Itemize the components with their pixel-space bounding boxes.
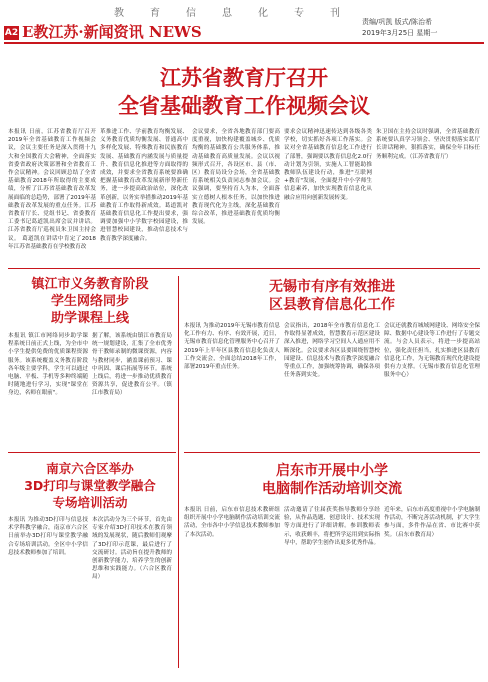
lead-text-1b: 葛道凯在讲话中肯定了2018年江苏省基础教育在学校教育改 xyxy=(8,235,96,250)
left-divider xyxy=(8,452,176,453)
qidong-column-1: 本报讯 日前，启东市信息技术教研组组织开展中小学电脑制作活动培训交流活动，全市各中小学信息技术教师参加了本次活动。 xyxy=(184,507,280,538)
wuxi-column-2: 会议指出，2018年全市教育信息化工作取得显著成效，智慧教育示范区建设深入推进，网络学习空间人人通应用不断深化。会议要求各区县要围绕智慧校园建设、信息技术与教育教学深度融合等重点工作，加强统筹协调，确保各项任务落到实处。 xyxy=(284,323,380,379)
lead-headline xyxy=(0,64,488,120)
luhe-headline-1: 南京六合区举办 xyxy=(46,461,134,476)
qidong-headline xyxy=(184,462,480,498)
lead-text-1: 本报讯 日前，江苏省教育厅召开2019年全省基础教育工作视频会议，会议主要任务是深入贯彻十九大和全国教育大会精神，全面落实省委省政府决策部署和全省教育工作会议精神。会议回顾总结了全省基础教育2018年所取得的主要成绩，分析了江苏省基础教育改革发展面临的总趋势，部署了2019年基础教育改革发展的重点任务。江苏省教育厅长、党组书记、省委教育工委书记葛道凯出席会议并讲话。江苏省教育厅巡视员朱卫国主持会议。 xyxy=(8,129,96,242)
luhe-column-1: 本报讯 为推动3D打印与信息技术学科教学融合，南京市六合区日前举办3D打印与课堂教学融合专场培训活动。全区中小学信息技术教师参加了培训。 xyxy=(8,517,88,556)
luhe-headline-2: 3D打印与课堂教学融合 xyxy=(24,478,156,493)
section-divider xyxy=(8,268,480,269)
editor-credit: 责编/巩凯 版式/陈治希 xyxy=(362,18,432,26)
masthead-rule xyxy=(4,42,484,44)
issue-date: 2019年3月25日 星期一 xyxy=(362,29,438,37)
qidong-headline-1: 启东市开展中小学 xyxy=(276,463,388,479)
wuxi-column-3: 会议还就教育城域网建设、网络安全保障、数据中心建设等工作进行了专题交流。与会人员表示，将进一步提高站位，强化责任担当，扎实推进区县教育信息化工作，为无锡教育现代化建设提供有力支撑。（无锡市教育信息化管理服务中心） xyxy=(384,323,480,379)
qidong-column-3: 近年来，启东市高度重视中小学电脑制作活动，不断完善活动机制，扩大学生参与面，多件作品在省、市比赛中获奖。（启东市教育局） xyxy=(384,507,480,538)
luhe-headline xyxy=(8,460,172,511)
lead-headline-line-1: 江苏省教育厅召开 xyxy=(160,66,328,90)
vertical-divider xyxy=(178,276,179,668)
brand-title: E教江苏·新闻资讯 NEWS xyxy=(22,23,202,41)
lead-column-2: 革推进工作、学前教育均衡发展、义务教育优质均衡发展、普通高中多样化发展、特殊教育和民族教育发展、基础教育内涵发展与质量提升、教育信息化推进等方面取得的成效，并要求全省教育系统要准确把握基础教育改革发展新形势新任务，进一步提高政治站位，深化改革创新，以务实举措推动2019年基础教育工作取得新成效。葛道凯对基础教育信息化工作提出要求，强调要加强中小学数字校园建设，推进智慧校园建设，推动信息技术与教育教学深度融合。 xyxy=(100,129,188,242)
zhenjiang-headline-1: 镇江市义务教育阶段 xyxy=(31,277,149,292)
luhe-column-2: 本次活动分为三个环节，首先由专家介绍3D打印技术在教育领域的发展现状，随后教师们观摩了3D打印示范课，最后进行了交流研讨。活动旨在提升教师的创新教学能力，培养学生的创新思维和实践能力。（六合区教育局） xyxy=(92,517,172,581)
zhenjiang-column-2: 据了解，该系统由镇江市教育局统一规划建设，汇集了全市优秀骨干教师录制的微课资源，内容与教材同步，涵盖课前预习、课中巩固、课后拓展等环节。系统上线后，将进一步推动优质教育资源共享，促进教育公平。（镇江市教育局） xyxy=(92,333,172,397)
right-divider xyxy=(184,452,480,453)
qidong-column-2: 活动邀请了往届获奖指导教师分享经验，从作品选题、创意设计、技术实现等方面进行了详细讲解。参训教师表示，收获颇丰，将把所学运用到实际指导中，帮助学生创作出更多优秀作品。 xyxy=(284,507,380,546)
wuxi-headline-1: 无锡市有序有效推进 xyxy=(269,279,395,295)
wuxi-column-1: 本报讯 为推动2019年无锡市教育信息化工作有力、有序、有效开展，近日，无锡市教育信息化管理服务中心召开了2019年上半年区县教育信息化负责人工作交流会，全面总结2018年工作，部署2019年重点任务。 xyxy=(184,323,280,371)
qidong-headline-2: 电脑制作活动培训交流 xyxy=(262,481,402,497)
lead-column-5: 朱卫国在主持会议时强调，全省基础教育系统要认真学习领会、坚决贯彻落实葛厅长讲话精神，狠抓落实，确保全年目标任务顺利完成。（江苏省教育厅） xyxy=(376,129,480,160)
wuxi-headline xyxy=(184,278,480,314)
lead-column-4: 要求会议精神迅速传达到各级各类学校，切实抓好各项工作落实。会议对全省基础教育信息化工作进行了部署，强调要以教育信息化2.0行动计划为引领，实施人工智能助推教师队伍建设行动，推进"互联网+教育"发展，全面提升中小学师生信息素养，加快实现教育信息化从融合应用向创新发展转变。 xyxy=(284,129,372,201)
lead-column-1 xyxy=(8,128,96,264)
wuxi-headline-2: 区县教育信息化工作 xyxy=(269,297,395,313)
zhenjiang-column-1: 本报讯 镇江市网络同步助学课程系统日前正式上线，为全市中小学生提供免费的优质课程资源服务。该系统覆盖义务教育阶段各年级主要学科，学生可以通过电脑、平板、手机等多种终端随时随地进行学习，实现"课堂在身边，名师在眼前"。 xyxy=(8,333,88,397)
masthead-meta xyxy=(362,17,482,39)
page-code: A2 xyxy=(4,28,19,38)
luhe-headline-3: 专场培训活动 xyxy=(52,495,128,510)
zhenjiang-headline xyxy=(8,276,172,327)
zhenjiang-headline-2: 学生网络同步 xyxy=(50,294,129,309)
masthead xyxy=(0,0,488,44)
zhenjiang-headline-3: 助学课程上线 xyxy=(50,311,129,326)
lead-headline-line-2: 全省基础教育工作视频会议 xyxy=(118,94,370,118)
lead-column-3: 会议要求，全省各地教育部门要高度重视，加快构建覆盖城乡、优质均衡的基础教育公共服务体系，推动基础教育高质量发展。会议以视频形式召开，各设区市、县（市、区）教育局设分会场，全省基础教育系统相关负责同志参加会议。会议强调，要坚持育人为本，全面落实立德树人根本任务，以加快推进教育现代化为主线，深化基础教育综合改革，推进基础教育优质均衡发展。 xyxy=(192,129,280,226)
section-top-line: 教育信息化专刊 xyxy=(114,8,366,19)
